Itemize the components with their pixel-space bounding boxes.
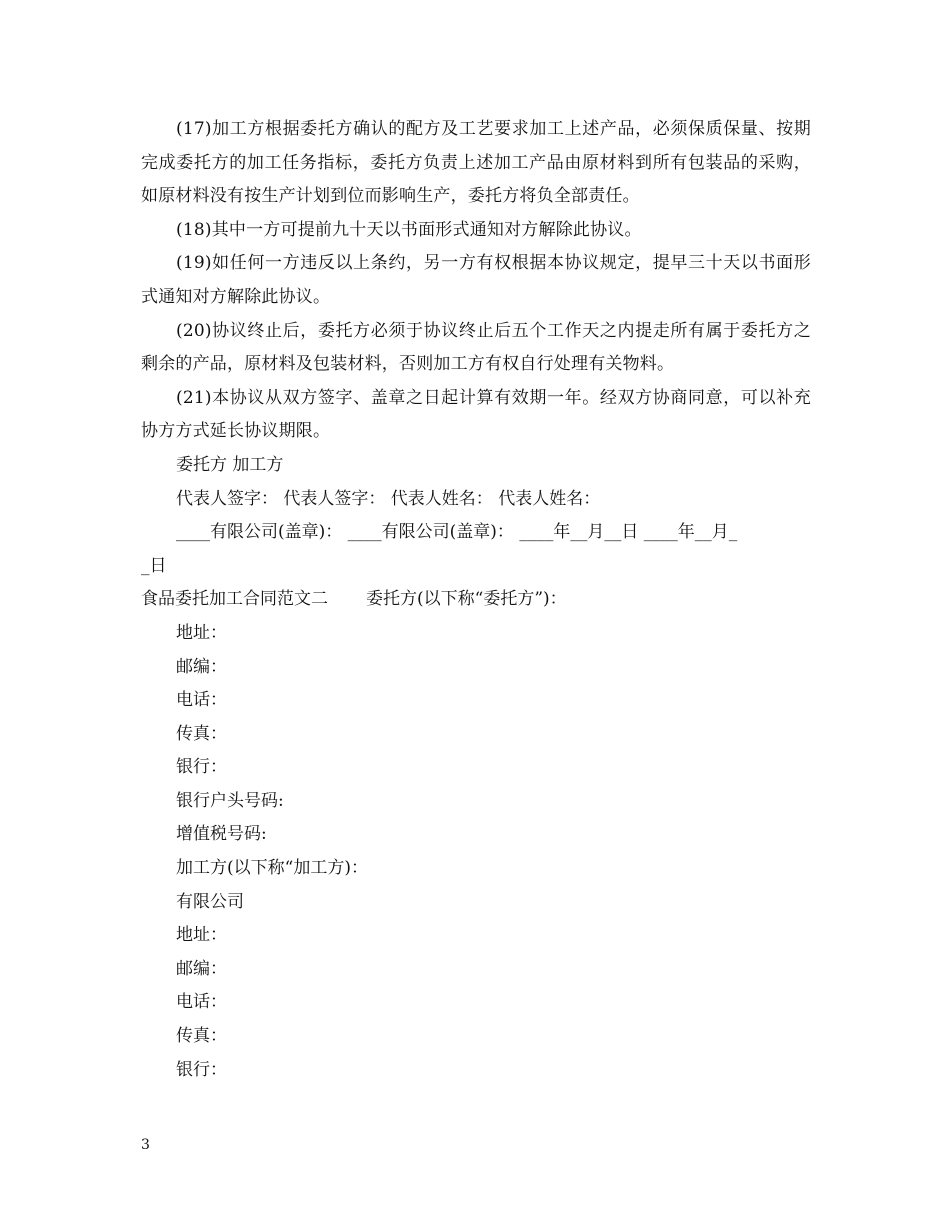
processor-intro: 加工方(以下称“加工方)： — [176, 858, 368, 879]
principal-phone: 电话： — [176, 690, 227, 711]
processor-company: 有限公司 — [176, 891, 244, 912]
processor-fax: 传真： — [176, 1026, 227, 1047]
principal-fax: 传真： — [176, 723, 227, 744]
signature-date-continuation: _日 — [141, 555, 167, 576]
principal-postcode: 邮编： — [176, 656, 227, 677]
principal-vat-number: 增值税号码: — [176, 824, 267, 845]
signature-parties: 委托方 加工方 — [176, 454, 284, 475]
document-body — [141, 113, 811, 1087]
page-number: 3 — [141, 1137, 150, 1153]
clause-17: (17)加工方根据委托方确认的配方及工艺要求加工上述产品，必须保质保量、按期完成委托方的加工任务指标，委托方负责上述加工产品由原材料到所有包装品的采购，如原材料没有按生产计划到位而影响生产，委托方将负全部责任。 — [141, 119, 811, 207]
signature-company-date: ____有限公司(盖章)： ____有限公司(盖章)： ____年__月__日 ____年__月_ — [176, 522, 738, 543]
second-contract-heading-line — [141, 583, 811, 617]
clause-19: (19)如任何一方违反以上条约，另一方有权根据本协议规定，提早三十天以书面形式通知对方解除此协议。 — [141, 253, 811, 307]
principal-address: 地址： — [176, 622, 227, 643]
clause-18: (18)其中一方可提前九十天以书面形式通知对方解除此协议。 — [176, 219, 642, 240]
principal-bank-account: 银行户头号码: — [176, 790, 284, 811]
processor-address: 地址： — [176, 925, 227, 946]
signature-representatives: 代表人签字： 代表人签字： 代表人姓名： 代表人姓名： — [176, 488, 601, 509]
processor-phone: 电话： — [176, 992, 227, 1013]
clause-20: (20)协议终止后，委托方必须于协议终止后五个工作天之内提走所有属于委托方之剩余的产品，原材料及包装材料，否则加工方有权自行处理有关物料。 — [141, 320, 811, 375]
second-contract-heading: 食品委托加工合同范文二 — [141, 589, 328, 610]
processor-bank: 银行： — [176, 1059, 227, 1080]
clause-21: (21)本协议从双方签字、盖章之日起计算有效期一年。经双方协商同意，可以补充协方方式延长协议期限。 — [141, 387, 811, 442]
principal-intro: 委托方(以下称“委托方”)： — [366, 589, 567, 610]
principal-bank: 银行： — [176, 757, 227, 778]
processor-postcode: 邮编： — [176, 958, 227, 979]
